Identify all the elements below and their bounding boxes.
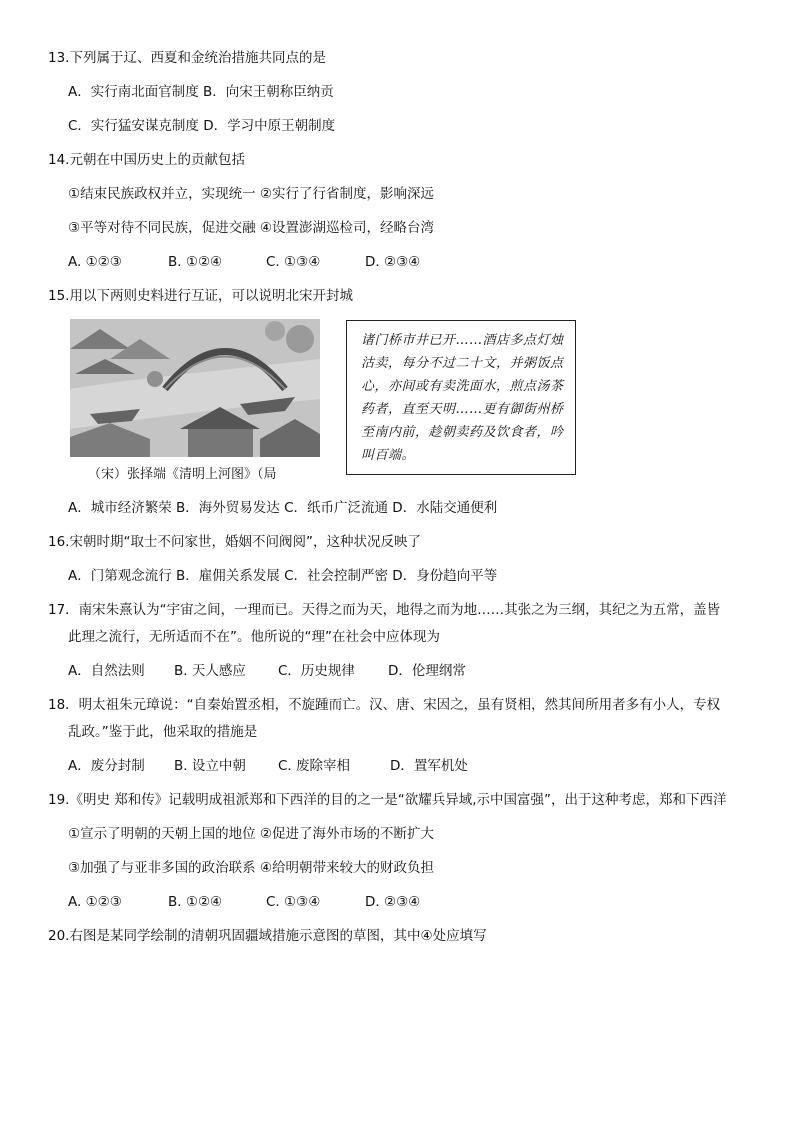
q14-stem: 14.元朝在中国历史上的贡献包括 bbox=[48, 152, 245, 168]
q17-stem-line2: 此理之流行，无所适而不在”。他所说的“理”在社会中应体现为 bbox=[68, 629, 440, 645]
q14-option-c: C. ①③④ bbox=[266, 254, 321, 270]
q14-option-a: A. ①②③ bbox=[68, 254, 122, 270]
q18-options bbox=[68, 757, 468, 775]
q13-stem: 13.下列属于辽、西夏和金统治措施共同点的是 bbox=[48, 50, 326, 66]
q19-option-a: A. ①②③ bbox=[68, 894, 122, 910]
q17-option-a: A．自然法则 bbox=[68, 663, 145, 679]
q14-option-b: B. ①②④ bbox=[168, 254, 223, 270]
q19-option-d: D. ②③④ bbox=[365, 894, 421, 910]
q16-stem: 16.宋朝时期“取士不问家世，婚姻不问阀阅”，这种状况反映了 bbox=[48, 534, 421, 550]
q18-stem-line1: 18．明太祖朱元璋说：“自秦始置丞相，不旋踵而亡。汉、唐、宋因之，虽有贤相，然其间所用者多有小人，专权 bbox=[48, 697, 721, 713]
q19-statements-34: ③加强了与亚非多国的政治联系 ④给明朝带来较大的财政负担 bbox=[68, 860, 434, 876]
q16-options: A．门第观念流行 B．雇佣关系发展 C．社会控制严密 D．身份趋向平等 bbox=[68, 568, 498, 584]
q20-stem: 20.右图是某同学绘制的清朝巩固疆域措施示意图的草图，其中④处应填写 bbox=[48, 928, 487, 944]
q14-option-d: D. ②③④ bbox=[365, 254, 421, 270]
q15-options: A．城市经济繁荣 B．海外贸易发达 C．纸币广泛流通 D．水陆交通便利 bbox=[68, 500, 498, 516]
q19-option-b: B. ①②④ bbox=[168, 894, 223, 910]
painting-caption: （宋）张择端《清明上河图》（局 bbox=[88, 467, 277, 482]
q15-stem: 15.用以下两则史料进行互证，可以说明北宋开封城 bbox=[48, 288, 353, 304]
q13-options-cd: C．实行猛安谋克制度 D．学习中原王朝制度 bbox=[68, 118, 336, 134]
q18-option-b: B. 设立中朝 bbox=[174, 758, 246, 774]
q19-option-c: C. ①③④ bbox=[266, 894, 321, 910]
q17-option-b: B. 天人感应 bbox=[174, 663, 246, 679]
q13-options-ab: A．实行南北面官制度 B．向宋王朝称臣纳贡 bbox=[68, 84, 334, 100]
q14-options bbox=[68, 253, 420, 271]
q17-option-d: D．伦理纲常 bbox=[388, 663, 466, 679]
historical-quote-box: 诸门桥市井已开……酒店多点灯烛沽卖，每分不过二十文，并粥饭点心，亦间或有卖洗面水，煎点汤茶药者，直至天明……更有御街州桥至南内前，趁朝卖药及饮食者，吟叫百端。 bbox=[346, 320, 576, 475]
q14-statements-34: ③平等对待不同民族，促进交融 ④设置澎湖巡检司，经略台湾 bbox=[68, 220, 434, 236]
q18-option-d: D．置军机处 bbox=[390, 758, 468, 774]
q19-stem: 19.《明史 郑和传》记载明成祖派郑和下西洋的目的之一是“欲耀兵异域,示中国富强”，出于这种考虑，郑和下西洋 bbox=[48, 792, 727, 808]
q18-stem-line2: 乱政。”鉴于此，他采取的措施是 bbox=[68, 724, 258, 740]
q18-option-a: A．废分封制 bbox=[68, 758, 145, 774]
qingming-painting-illustration bbox=[70, 319, 320, 457]
q19-options bbox=[68, 893, 420, 911]
q17-option-c: C．历史规律 bbox=[278, 663, 355, 679]
qingming-painting-image bbox=[70, 319, 320, 457]
q19-statements-12: ①宣示了明朝的天朝上国的地位 ②促进了海外市场的不断扩大 bbox=[68, 826, 434, 842]
q18-option-c: C. 废除宰相 bbox=[278, 758, 351, 774]
q17-options bbox=[68, 662, 466, 680]
q17-stem-line1: 17．南宋朱熹认为“宇宙之间，一理而已。天得之而为天，地得之而为地……其张之为三纲，其纪之为五常，盖皆 bbox=[48, 602, 721, 618]
q14-statements-12: ①结束民族政权并立，实现统一 ②实行了行省制度，影响深远 bbox=[68, 186, 434, 202]
